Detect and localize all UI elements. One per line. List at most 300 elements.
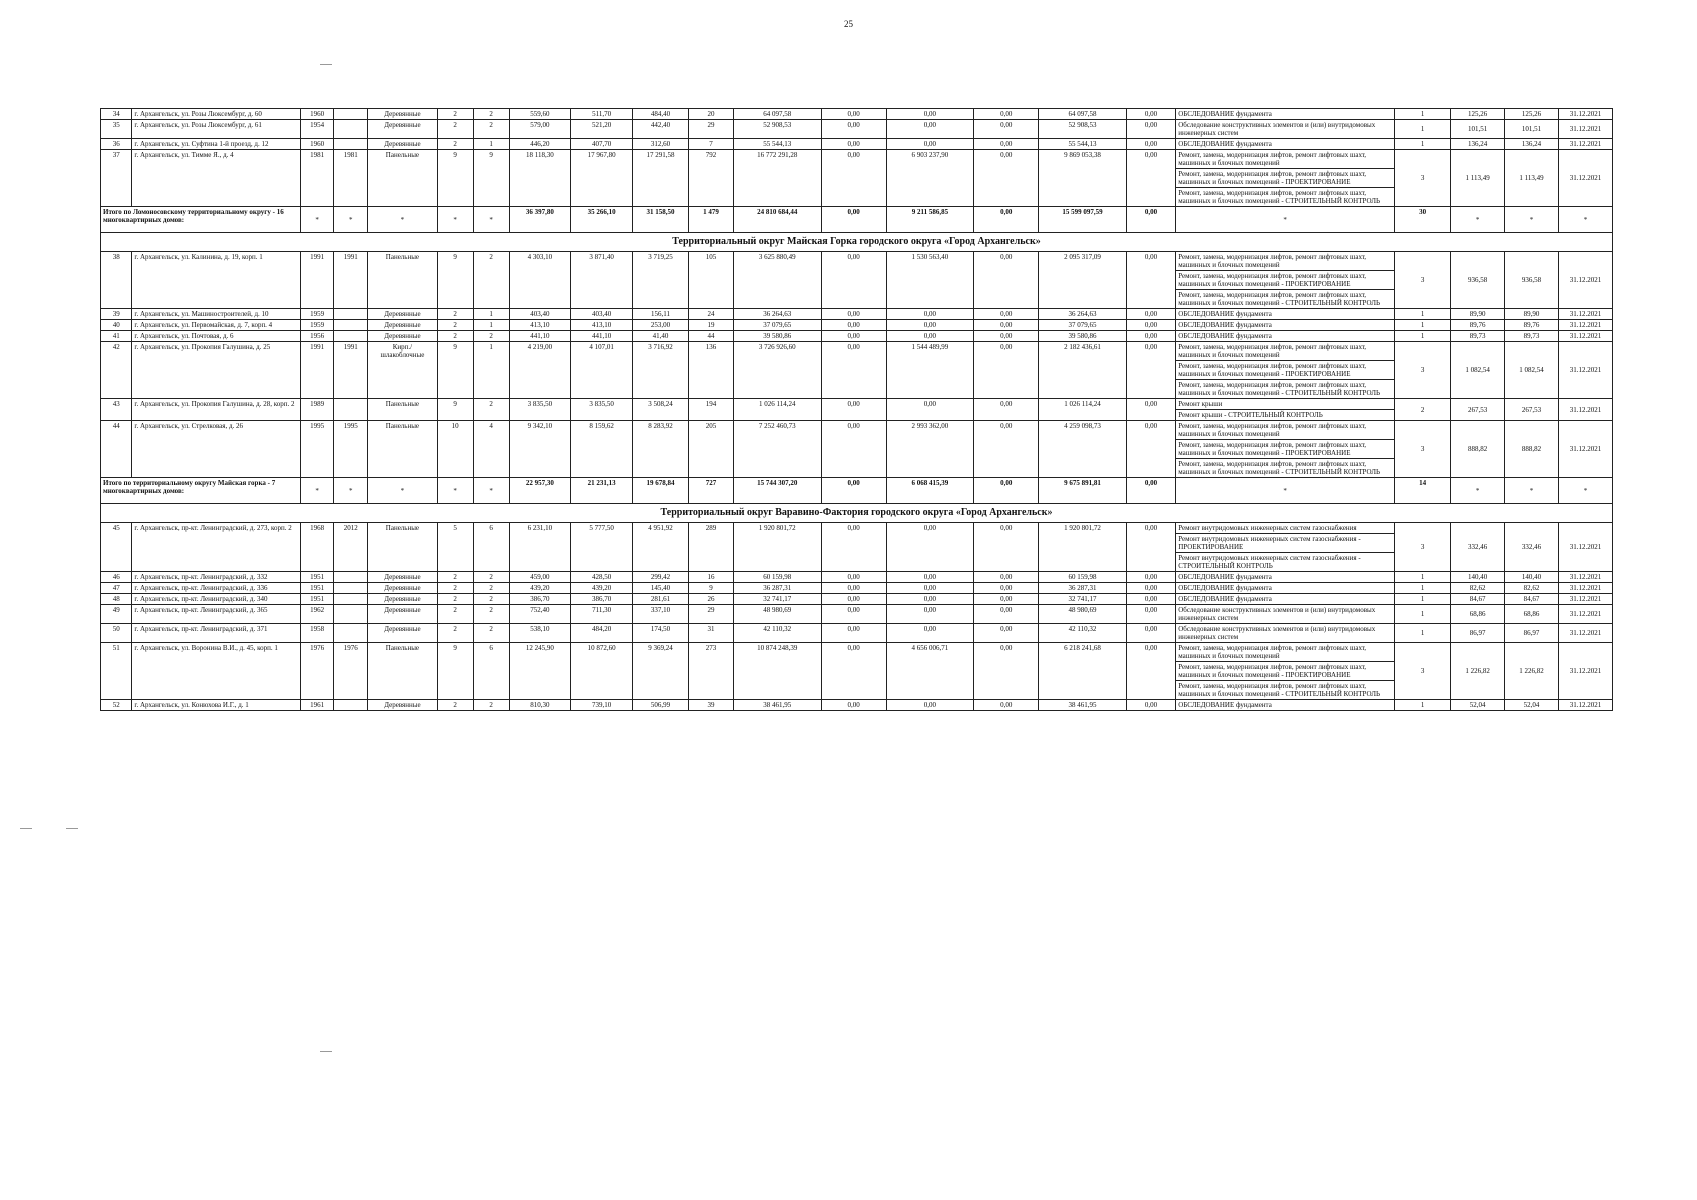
residents: 289 (689, 523, 734, 572)
max-unit-cost: 101,51 (1505, 120, 1559, 139)
residents: 20 (689, 109, 734, 120)
wall-material: Деревянные (368, 583, 438, 594)
completion-date: 31.12.2021 (1558, 120, 1612, 139)
section-title: Территориальный округ Майская Горка городского округа «Город Архангельск» (101, 233, 1613, 252)
max-unit-cost: 1 226,82 (1505, 643, 1559, 700)
max-unit-cost: 267,53 (1505, 399, 1559, 421)
last-repair-year (334, 594, 368, 605)
wall-material: Панельные (368, 252, 438, 309)
table-row (101, 342, 1613, 361)
max-unit-cost: 89,73 (1505, 331, 1559, 342)
unit-cost: 136,24 (1451, 139, 1505, 150)
total-people: 1 479 (689, 207, 734, 233)
total-area: 9 342,10 (509, 421, 571, 478)
commission-year: 1951 (300, 594, 334, 605)
total-count: 14 (1395, 478, 1451, 504)
commission-year: 1959 (300, 320, 334, 331)
total-f5: 0,00 (1126, 207, 1175, 233)
floors: 10 (437, 421, 473, 478)
floors: 2 (437, 583, 473, 594)
fund-source-2: 0,00 (886, 523, 974, 572)
fund-source-4: 9 869 053,38 (1039, 150, 1127, 207)
residential-area: 156,11 (633, 309, 689, 320)
fund-source-3: 0,00 (974, 605, 1039, 624)
wall-material: Деревянные (368, 605, 438, 624)
fund-source-5: 0,00 (1126, 399, 1175, 421)
work-type: Ремонт крыши - СТРОИТЕЛЬНЫЙ КОНТРОЛЬ (1176, 410, 1395, 421)
stray-mark (20, 828, 32, 829)
total-area: 6 231,10 (509, 523, 571, 572)
fund-source-1: 0,00 (821, 320, 886, 331)
premises-area: 5 777,50 (571, 523, 633, 572)
total-cost: 42 110,32 (734, 624, 822, 643)
table-row (101, 624, 1613, 643)
fund-source-3: 0,00 (974, 572, 1039, 583)
total-a1: 36 397,80 (509, 207, 571, 233)
wall-material: Деревянные (368, 309, 438, 320)
completion-date: 31.12.2021 (1558, 594, 1612, 605)
premises-area: 439,20 (571, 583, 633, 594)
fund-source-2: 0,00 (886, 331, 974, 342)
total-f2: 6 068 415,39 (886, 478, 974, 504)
fund-source-1: 0,00 (821, 150, 886, 207)
commission-year: 1962 (300, 605, 334, 624)
address: г. Архангельск, пр-кт. Ленинградский, д. 332 (132, 572, 300, 583)
floors: 2 (437, 139, 473, 150)
entrances: 4 (473, 421, 509, 478)
total-placeholder: * (437, 478, 473, 504)
last-repair-year (334, 309, 368, 320)
unit-cost: 89,76 (1451, 320, 1505, 331)
work-type: ОБСЛЕДОВАНИЕ фундамента (1176, 594, 1395, 605)
premises-area: 403,40 (571, 309, 633, 320)
fund-source-3: 0,00 (974, 320, 1039, 331)
total-placeholder: * (1451, 478, 1505, 504)
floors: 2 (437, 624, 473, 643)
fund-source-1: 0,00 (821, 594, 886, 605)
completion-date: 31.12.2021 (1558, 342, 1612, 399)
premises-area: 407,70 (571, 139, 633, 150)
work-count: 1 (1395, 572, 1451, 583)
work-count: 1 (1395, 700, 1451, 711)
entrances: 2 (473, 624, 509, 643)
address: г. Архангельск, ул. Почтовая, д. 6 (132, 331, 300, 342)
total-cost: 36 264,63 (734, 309, 822, 320)
fund-source-4: 32 741,17 (1039, 594, 1127, 605)
unit-cost: 89,90 (1451, 309, 1505, 320)
fund-source-1: 0,00 (821, 605, 886, 624)
repair-program-table (100, 108, 1613, 711)
commission-year: 1958 (300, 624, 334, 643)
residential-area: 442,40 (633, 120, 689, 139)
fund-source-3: 0,00 (974, 252, 1039, 309)
commission-year: 1959 (300, 309, 334, 320)
entrances: 2 (473, 572, 509, 583)
residential-area: 484,40 (633, 109, 689, 120)
total-a1: 22 957,30 (509, 478, 571, 504)
entrances: 1 (473, 320, 509, 331)
address: г. Архангельск, ул. Розы Люксембург, д. 60 (132, 109, 300, 120)
completion-date: 31.12.2021 (1558, 700, 1612, 711)
entrances: 2 (473, 583, 509, 594)
last-repair-year (334, 700, 368, 711)
total-cost: 55 544,13 (734, 139, 822, 150)
total-area: 559,60 (509, 109, 571, 120)
residents: 29 (689, 120, 734, 139)
entrances: 2 (473, 605, 509, 624)
address: г. Архангельск, ул. Машиностроителей, д. 10 (132, 309, 300, 320)
work-type: ОБСЛЕДОВАНИЕ фундамента (1176, 139, 1395, 150)
work-type: Ремонт, замена, модернизация лифтов, ремонт лифтовых шахт, машинных и блочных помещений - СТРОИТЕЛЬНЫЙ КОНТРОЛЬ (1176, 681, 1395, 700)
floors: 9 (437, 399, 473, 421)
fund-source-5: 0,00 (1126, 252, 1175, 309)
fund-source-5: 0,00 (1126, 120, 1175, 139)
completion-date: 31.12.2021 (1558, 309, 1612, 320)
commission-year: 1951 (300, 572, 334, 583)
total-area: 3 835,50 (509, 399, 571, 421)
premises-area: 428,50 (571, 572, 633, 583)
total-cost: 32 741,17 (734, 594, 822, 605)
last-repair-year (334, 331, 368, 342)
fund-source-4: 2 182 436,61 (1039, 342, 1127, 399)
fund-source-2: 0,00 (886, 309, 974, 320)
total-area: 413,10 (509, 320, 571, 331)
fund-source-3: 0,00 (974, 342, 1039, 399)
fund-source-3: 0,00 (974, 399, 1039, 421)
total-f2: 9 211 586,85 (886, 207, 974, 233)
residents: 273 (689, 643, 734, 700)
wall-material: Кирп./ шлакоблочные (368, 342, 438, 399)
row-number: 35 (101, 120, 132, 139)
total-placeholder: * (1505, 478, 1559, 504)
work-count: 3 (1395, 523, 1451, 572)
residential-area: 506,99 (633, 700, 689, 711)
work-type: Ремонт внутридомовых инженерных систем газоснабжения - ПРОЕКТИРОВАНИЕ (1176, 534, 1395, 553)
fund-source-3: 0,00 (974, 139, 1039, 150)
fund-source-5: 0,00 (1126, 572, 1175, 583)
completion-date: 31.12.2021 (1558, 572, 1612, 583)
work-count: 3 (1395, 150, 1451, 207)
last-repair-year: 1991 (334, 342, 368, 399)
max-unit-cost: 140,40 (1505, 572, 1559, 583)
total-area: 403,40 (509, 309, 571, 320)
completion-date: 31.12.2021 (1558, 624, 1612, 643)
row-number: 51 (101, 643, 132, 700)
address: г. Архангельск, ул. Суфтина 1-й проезд, д. 12 (132, 139, 300, 150)
residents: 105 (689, 252, 734, 309)
table-row (101, 605, 1613, 624)
fund-source-2: 4 656 006,71 (886, 643, 974, 700)
total-row (101, 478, 1613, 504)
fund-source-5: 0,00 (1126, 643, 1175, 700)
residents: 31 (689, 624, 734, 643)
table-row (101, 109, 1613, 120)
work-count: 1 (1395, 594, 1451, 605)
address: г. Архангельск, ул. Прокопия Галушина, д. 28, корп. 2 (132, 399, 300, 421)
fund-source-5: 0,00 (1126, 331, 1175, 342)
fund-source-4: 64 097,58 (1039, 109, 1127, 120)
premises-area: 10 872,60 (571, 643, 633, 700)
fund-source-4: 6 218 241,68 (1039, 643, 1127, 700)
total-area: 386,70 (509, 594, 571, 605)
work-type: Ремонт, замена, модернизация лифтов, ремонт лифтовых шахт, машинных и блочных помещений - СТРОИТЕЛЬНЫЙ КОНТРОЛЬ (1176, 188, 1395, 207)
fund-source-4: 39 580,86 (1039, 331, 1127, 342)
section-row (101, 233, 1613, 252)
row-number: 49 (101, 605, 132, 624)
unit-cost: 332,46 (1451, 523, 1505, 572)
fund-source-5: 0,00 (1126, 342, 1175, 399)
entrances: 2 (473, 120, 509, 139)
commission-year: 1951 (300, 583, 334, 594)
residents: 19 (689, 320, 734, 331)
row-number: 40 (101, 320, 132, 331)
row-number: 47 (101, 583, 132, 594)
residential-area: 145,40 (633, 583, 689, 594)
fund-source-5: 0,00 (1126, 594, 1175, 605)
work-type: ОБСЛЕДОВАНИЕ фундамента (1176, 583, 1395, 594)
table-row (101, 252, 1613, 271)
entrances: 6 (473, 523, 509, 572)
fund-source-4: 1 920 801,72 (1039, 523, 1127, 572)
max-unit-cost: 936,58 (1505, 252, 1559, 309)
wall-material: Панельные (368, 150, 438, 207)
work-type: Ремонт крыши (1176, 399, 1395, 410)
total-area: 18 118,30 (509, 150, 571, 207)
residential-area: 4 951,92 (633, 523, 689, 572)
total-placeholder: * (1558, 478, 1612, 504)
max-unit-cost: 89,76 (1505, 320, 1559, 331)
residential-area: 8 283,92 (633, 421, 689, 478)
wall-material: Деревянные (368, 120, 438, 139)
floors: 2 (437, 309, 473, 320)
residents: 24 (689, 309, 734, 320)
unit-cost: 1 113,49 (1451, 150, 1505, 207)
premises-area: 3 871,40 (571, 252, 633, 309)
row-number: 46 (101, 572, 132, 583)
fund-source-1: 0,00 (821, 309, 886, 320)
entrances: 1 (473, 309, 509, 320)
fund-source-1: 0,00 (821, 252, 886, 309)
completion-date: 31.12.2021 (1558, 399, 1612, 421)
work-type: Ремонт, замена, модернизация лифтов, ремонт лифтовых шахт, машинных и блочных помещений (1176, 421, 1395, 440)
address: г. Архангельск, пр-кт. Ленинградский, д. 371 (132, 624, 300, 643)
row-number: 50 (101, 624, 132, 643)
work-type: ОБСЛЕДОВАНИЕ фундамента (1176, 572, 1395, 583)
max-unit-cost: 888,82 (1505, 421, 1559, 478)
fund-source-4: 38 461,95 (1039, 700, 1127, 711)
wall-material: Панельные (368, 421, 438, 478)
total-f3: 0,00 (974, 478, 1039, 504)
premises-area: 17 967,80 (571, 150, 633, 207)
table-row (101, 421, 1613, 440)
fund-source-3: 0,00 (974, 523, 1039, 572)
completion-date: 31.12.2021 (1558, 252, 1612, 309)
floors: 2 (437, 594, 473, 605)
total-placeholder: * (473, 207, 509, 233)
last-repair-year (334, 399, 368, 421)
floors: 9 (437, 150, 473, 207)
completion-date: 31.12.2021 (1558, 331, 1612, 342)
fund-source-4: 48 980,69 (1039, 605, 1127, 624)
total-cost: 60 159,98 (734, 572, 822, 583)
residents: 194 (689, 399, 734, 421)
row-number: 34 (101, 109, 132, 120)
unit-cost: 1 226,82 (1451, 643, 1505, 700)
floors: 2 (437, 700, 473, 711)
total-placeholder: * (473, 478, 509, 504)
address: г. Архангельск, пр-кт. Ленинградский, д. 365 (132, 605, 300, 624)
total-area: 4 219,00 (509, 342, 571, 399)
fund-source-1: 0,00 (821, 139, 886, 150)
residents: 205 (689, 421, 734, 478)
total-label: Итого по территориальному округу Майская горка - 7 многоквартирных домов: (101, 478, 301, 504)
entrances: 1 (473, 139, 509, 150)
residents: 792 (689, 150, 734, 207)
fund-source-2: 0,00 (886, 320, 974, 331)
work-type: Обследование конструктивных элементов и (или) внутридомовых инженерных систем (1176, 624, 1395, 643)
premises-area: 441,10 (571, 331, 633, 342)
completion-date: 31.12.2021 (1558, 605, 1612, 624)
table-row (101, 331, 1613, 342)
floors: 2 (437, 572, 473, 583)
address: г. Архангельск, ул. Первомайская, д. 7, корп. 4 (132, 320, 300, 331)
commission-year: 1991 (300, 252, 334, 309)
residents: 29 (689, 605, 734, 624)
residential-area: 9 369,24 (633, 643, 689, 700)
premises-area: 3 835,50 (571, 399, 633, 421)
fund-source-5: 0,00 (1126, 624, 1175, 643)
table-row (101, 120, 1613, 139)
last-repair-year (334, 120, 368, 139)
stray-mark (320, 1051, 332, 1052)
address: г. Архангельск, пр-кт. Ленинградский, д. 336 (132, 583, 300, 594)
total-placeholder: * (1176, 478, 1395, 504)
work-count: 1 (1395, 309, 1451, 320)
total-area: 538,10 (509, 624, 571, 643)
last-repair-year: 1995 (334, 421, 368, 478)
address: г. Архангельск, пр-кт. Ленинградский, д. 273, корп. 2 (132, 523, 300, 572)
residential-area: 299,42 (633, 572, 689, 583)
total-placeholder: * (334, 478, 368, 504)
total-cost: 15 744 307,20 (734, 478, 822, 504)
completion-date: 31.12.2021 (1558, 139, 1612, 150)
commission-year: 1960 (300, 109, 334, 120)
unit-cost: 1 082,54 (1451, 342, 1505, 399)
max-unit-cost: 86,97 (1505, 624, 1559, 643)
total-cost: 38 461,95 (734, 700, 822, 711)
work-type: Ремонт, замена, модернизация лифтов, ремонт лифтовых шахт, машинных и блочных помещений (1176, 342, 1395, 361)
floors: 2 (437, 605, 473, 624)
fund-source-5: 0,00 (1126, 139, 1175, 150)
last-repair-year: 1981 (334, 150, 368, 207)
premises-area: 739,10 (571, 700, 633, 711)
total-f1: 0,00 (821, 207, 886, 233)
last-repair-year (334, 583, 368, 594)
fund-source-3: 0,00 (974, 624, 1039, 643)
work-count: 3 (1395, 342, 1451, 399)
total-cost: 7 252 460,73 (734, 421, 822, 478)
last-repair-year (334, 109, 368, 120)
residential-area: 41,40 (633, 331, 689, 342)
address: г. Архангельск, ул. Стрелковая, д. 26 (132, 421, 300, 478)
commission-year: 1976 (300, 643, 334, 700)
max-unit-cost: 332,46 (1505, 523, 1559, 572)
premises-area: 8 159,62 (571, 421, 633, 478)
residential-area: 337,10 (633, 605, 689, 624)
total-area: 459,00 (509, 572, 571, 583)
work-type: Ремонт, замена, модернизация лифтов, ремонт лифтовых шахт, машинных и блочных помещений - СТРОИТЕЛЬНЫЙ КОНТРОЛЬ (1176, 380, 1395, 399)
commission-year: 1981 (300, 150, 334, 207)
table-row (101, 320, 1613, 331)
commission-year: 1961 (300, 700, 334, 711)
residential-area: 3 716,92 (633, 342, 689, 399)
floors: 9 (437, 252, 473, 309)
fund-source-4: 42 110,32 (1039, 624, 1127, 643)
floors: 2 (437, 109, 473, 120)
premises-area: 386,70 (571, 594, 633, 605)
fund-source-3: 0,00 (974, 421, 1039, 478)
work-type: Обследование конструктивных элементов и (или) внутридомовых инженерных систем (1176, 120, 1395, 139)
total-placeholder: * (1176, 207, 1395, 233)
work-count: 1 (1395, 320, 1451, 331)
residential-area: 174,50 (633, 624, 689, 643)
last-repair-year (334, 605, 368, 624)
fund-source-5: 0,00 (1126, 309, 1175, 320)
max-unit-cost: 82,62 (1505, 583, 1559, 594)
unit-cost: 86,97 (1451, 624, 1505, 643)
floors: 5 (437, 523, 473, 572)
table-body (101, 109, 1613, 711)
last-repair-year (334, 572, 368, 583)
last-repair-year (334, 624, 368, 643)
fund-source-4: 2 095 317,09 (1039, 252, 1127, 309)
wall-material: Деревянные (368, 109, 438, 120)
total-f5: 0,00 (1126, 478, 1175, 504)
total-f3: 0,00 (974, 207, 1039, 233)
residents: 136 (689, 342, 734, 399)
fund-source-4: 60 159,98 (1039, 572, 1127, 583)
fund-source-2: 1 530 563,40 (886, 252, 974, 309)
floors: 2 (437, 120, 473, 139)
row-number: 42 (101, 342, 132, 399)
unit-cost: 125,26 (1451, 109, 1505, 120)
work-count: 3 (1395, 252, 1451, 309)
commission-year: 1968 (300, 523, 334, 572)
table-row (101, 583, 1613, 594)
total-cost: 48 980,69 (734, 605, 822, 624)
total-placeholder: * (1505, 207, 1559, 233)
floors: 2 (437, 331, 473, 342)
total-placeholder: * (437, 207, 473, 233)
residents: 39 (689, 700, 734, 711)
fund-source-4: 36 264,63 (1039, 309, 1127, 320)
address: г. Архангельск, ул. Воронина В.И., д. 45, корп. 1 (132, 643, 300, 700)
work-count: 1 (1395, 624, 1451, 643)
work-type: Ремонт, замена, модернизация лифтов, ремонт лифтовых шахт, машинных и блочных помещений - ПРОЕКТИРОВАНИЕ (1176, 361, 1395, 380)
work-count: 1 (1395, 331, 1451, 342)
total-people: 727 (689, 478, 734, 504)
total-placeholder: * (368, 207, 438, 233)
fund-source-5: 0,00 (1126, 523, 1175, 572)
work-count: 1 (1395, 139, 1451, 150)
last-repair-year (334, 320, 368, 331)
fund-source-5: 0,00 (1126, 700, 1175, 711)
residents: 9 (689, 583, 734, 594)
last-repair-year: 2012 (334, 523, 368, 572)
table-row (101, 399, 1613, 410)
fund-source-5: 0,00 (1126, 421, 1175, 478)
address: г. Архангельск, ул. Конюхова И.Г., д. 1 (132, 700, 300, 711)
